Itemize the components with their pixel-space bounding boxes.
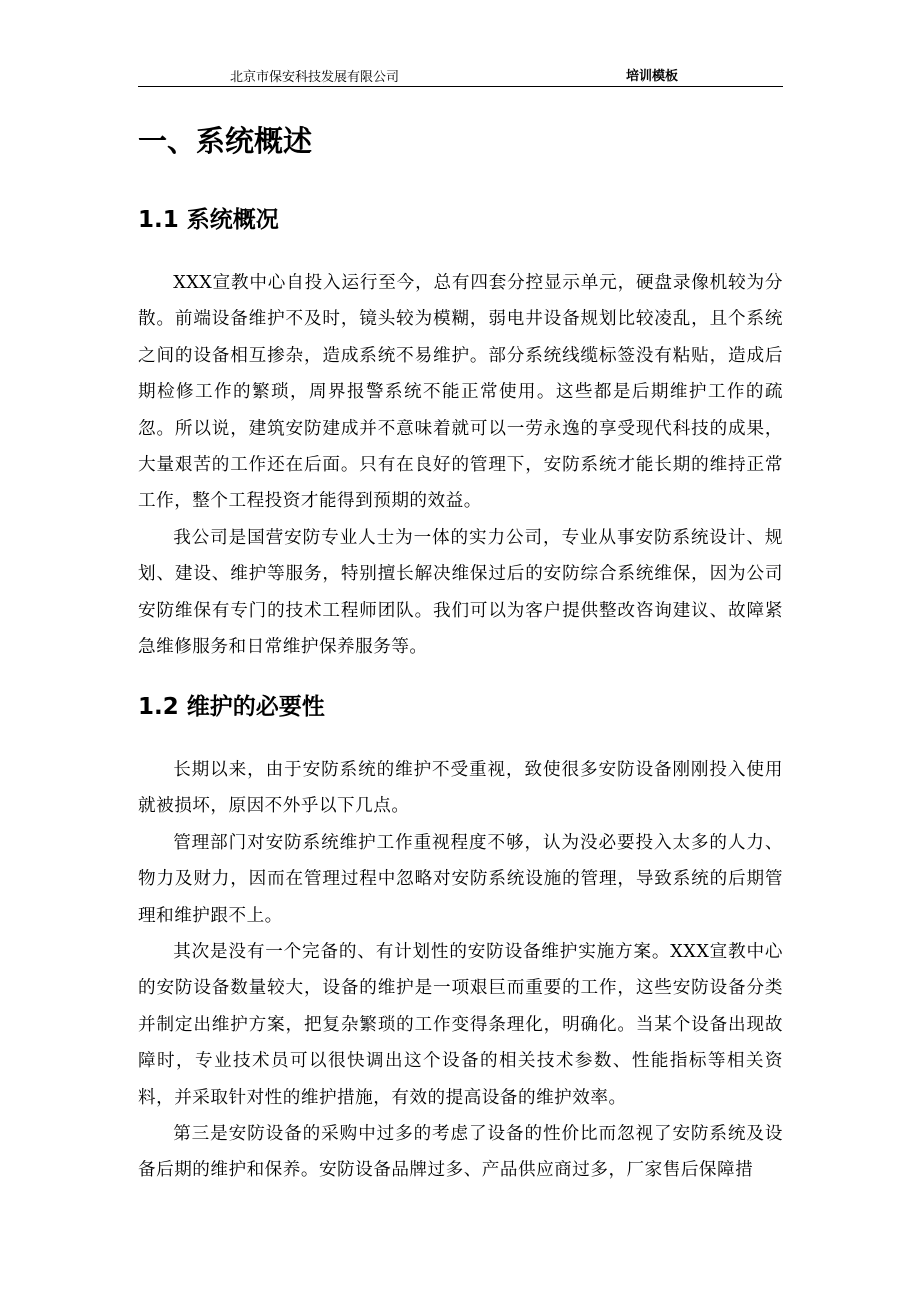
paragraph: 第三是安防设备的采购中过多的考虑了设备的性价比而忽视了安防系统及设备后期的维护和保养。安防设备品牌过多、产品供应商过多，厂家售后保障措 [138,1124,783,1181]
page-header [138,64,783,87]
section-title-1-1: 1.1 系统概况 [138,207,279,233]
paragraph: 其次是没有一个完备的、有计划性的安防设备维护实施方案。XXX宣教中心的安防设备数量较大，设备的维护是一项艰巨而重要的工作，这些安防设备分类并制定出维护方案，把复杂繁琐的工作变得条理化，明确化。当某个设备出现故障时，专业技术员可以很快调出这个设备的相关技术参数、性能指标等相关资料，并采取针对性的维护措施，有效的提高设备的维护效率。 [138,942,783,1108]
header-doc-type: 培训模板 [626,69,679,84]
paragraph: 长期以来，由于安防系统的维护不受重视，致使很多安防设备刚刚投入使用就被损坏，原因不外乎以下几点。 [138,760,783,817]
paragraph: 我公司是国营安防专业人士为一体的实力公司，专业从事安防系统设计、规划、建设、维护等服务，特别擅长解决维保过后的安防综合系统维保，因为公司安防维保有专门的技术工程师团队。我们可以为客户提供整改咨询建议、故障紧急维修服务和日常维护保养服务等。 [138,527,783,658]
section-title-1-2: 1.2 维护的必要性 [138,694,325,720]
section-body-1-2 [138,752,783,1189]
paragraph: XXX宣教中心自投入运行至今，总有四套分控显示单元，硬盘录像机较为分散。前端设备维护不及时，镜头较为模糊，弱电井设备规划比较凌乱，且个系统之间的设备相互掺杂，造成系统不易维护。部分系统线缆标签没有粘贴，造成后期检修工作的繁琐，周界报警系统不能正常使用。这些都是后期维护工作的疏忽。所以说，建筑安防建成并不意味着就可以一劳永逸的享受现代科技的成果，大量艰苦的工作还在后面。只有在良好的管理下，安防系统才能长期的维持正常工作，整个工程投资才能得到预期的效益。 [138,273,783,512]
chapter-title: 一、系统概述 [138,124,313,158]
header-company: 北京市保安科技发展有限公司 [230,70,400,85]
paragraph: 管理部门对安防系统维护工作重视程度不够，认为没必要投入太多的人力、物力及财力，因而在管理过程中忽略对安防系统设施的管理，导致系统的后期管理和维护跟不上。 [138,832,783,926]
section-body-1-1 [138,265,783,665]
